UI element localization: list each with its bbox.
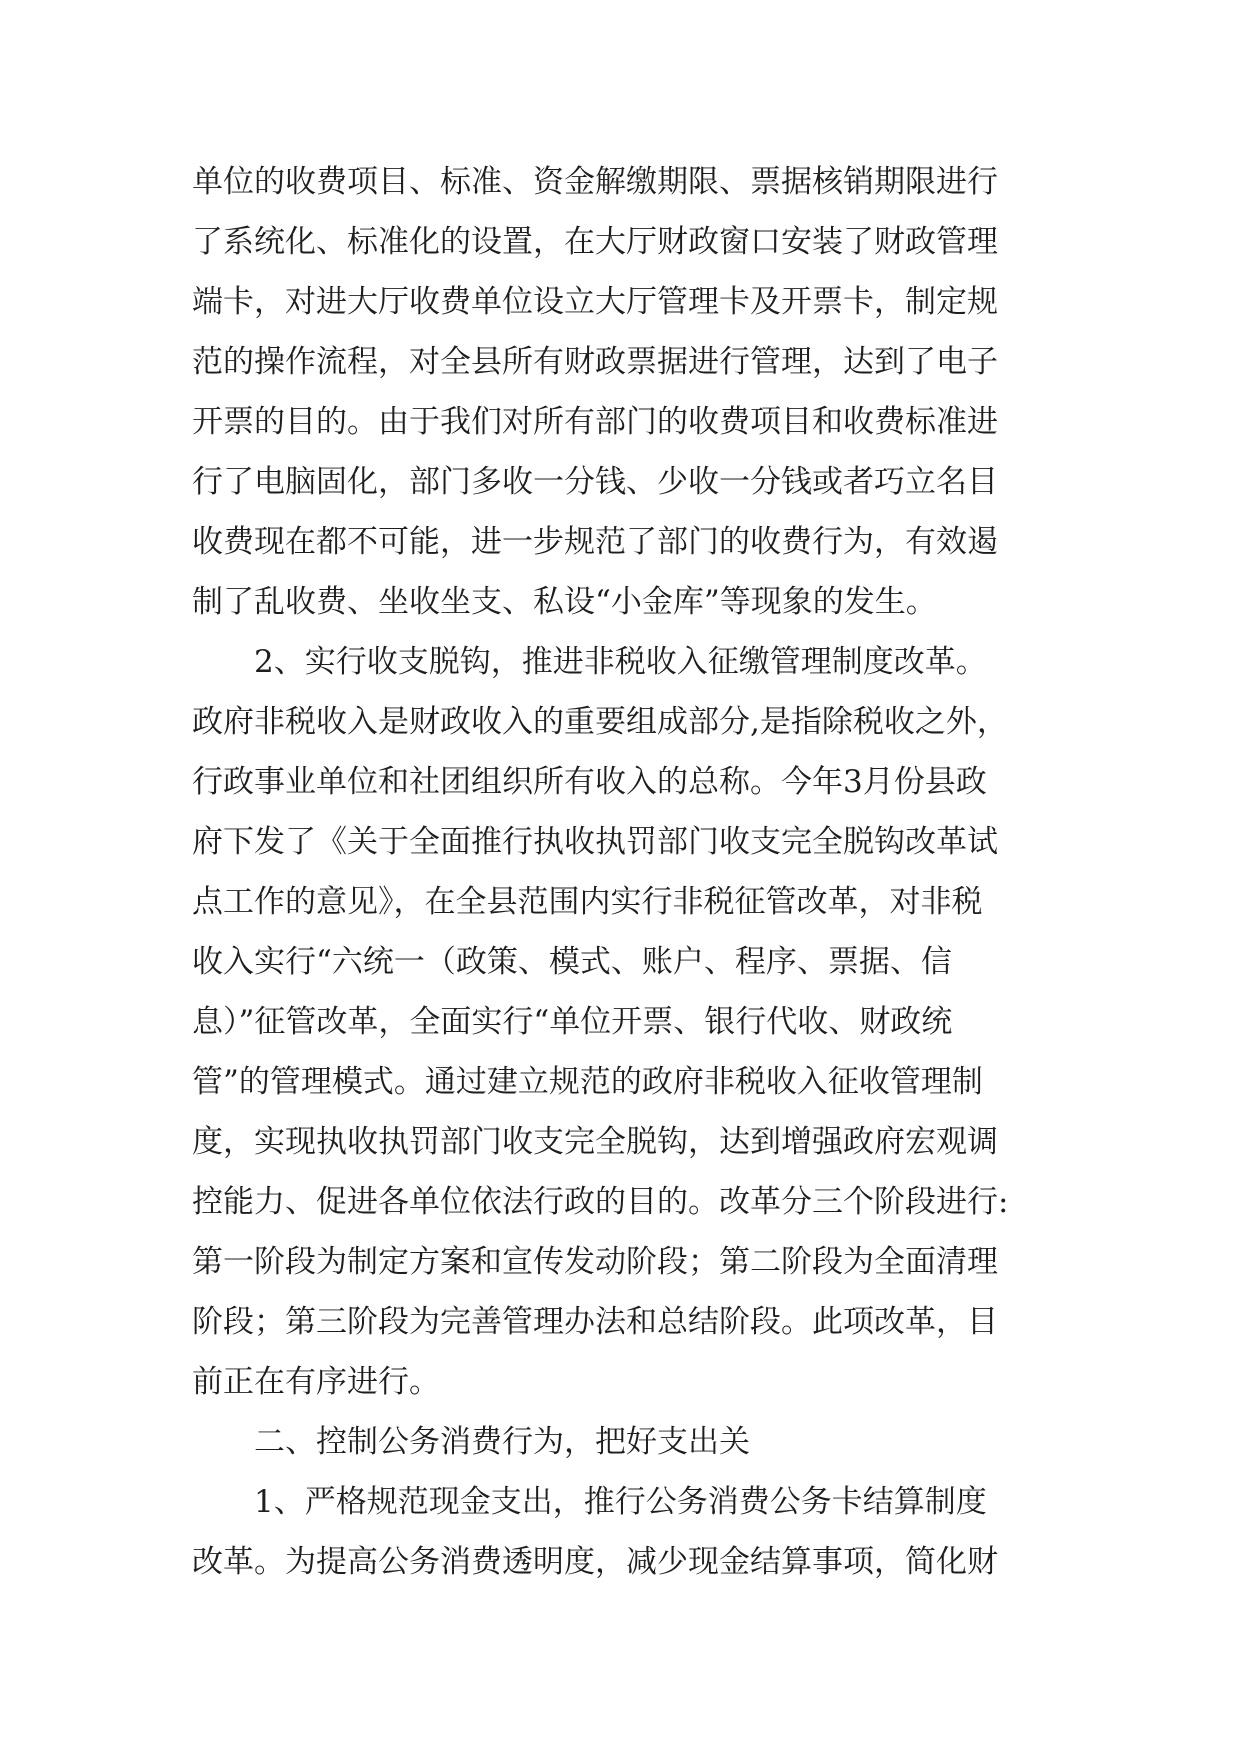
text-line: 控能力、促进各单位依法行政的目的。改革分三个阶段进行: [192, 1184, 1009, 1220]
text-line: 收入实行“六统一（政策、模式、账户、程序、票据、信 [192, 944, 952, 980]
text-line: 息）”征管改革，全面实行“单位开票、银行代收、财政统 [192, 1004, 953, 1040]
text-line: 点工作的意见》，在全县范围内实行非税征管改革，对非税 [192, 884, 983, 920]
text-line: 府下发了《关于全面推行执收执罚部门收支完全脱钩改革试 [192, 824, 998, 860]
body-text [192, 162, 1052, 1602]
text-line: 行了电脑固化，部门多收一分钱、少收一分钱或者巧立名目 [192, 464, 998, 500]
text-line: 二、控制公务消费行为，把好支出关 [254, 1424, 750, 1460]
text-line: 阶段；第三阶段为完善管理办法和总结阶段。此项改革，目 [192, 1304, 998, 1340]
text-line: 范的操作流程，对全县所有财政票据进行管理，达到了电子 [192, 344, 998, 380]
text-line: 2、实行收支脱钩，推进非税收入征缴管理制度改革。 [254, 644, 987, 680]
text-line: 了系统化、标准化的设置，在大厅财政窗口安装了财政管理 [192, 224, 998, 260]
text-line: 政府非税收入是财政收入的重要组成部分,是指除税收之外， [192, 704, 1008, 740]
text-line: 收费现在都不可能，进一步规范了部门的收费行为，有效遏 [192, 524, 998, 560]
text-line: 管”的管理模式。通过建立规范的政府非税收入征收管理制 [192, 1064, 983, 1100]
text-line: 单位的收费项目、标准、资金解缴期限、票据核销期限进行 [192, 164, 998, 200]
text-line: 改革。为提高公务消费透明度，减少现金结算事项，简化财 [192, 1544, 998, 1580]
text-line: 1、严格规范现金支出，推行公务消费公务卡结算制度 [254, 1484, 987, 1520]
text-line: 前正在有序进行。 [192, 1364, 440, 1400]
text-line: 度，实现执收执罚部门收支完全脱钩，达到增强政府宏观调 [192, 1124, 998, 1160]
text-line: 开票的目的。由于我们对所有部门的收费项目和收费标准进 [192, 404, 998, 440]
text-line: 行政事业单位和社团组织所有收入的总称。今年3月份县政 [192, 764, 987, 800]
text-line: 制了乱收费、坐收坐支、私设“小金库”等现象的发生。 [192, 584, 937, 620]
text-line: 第一阶段为制定方案和宣传发动阶段；第二阶段为全面清理 [192, 1244, 998, 1280]
text-line: 端卡，对进大厅收费单位设立大厅管理卡及开票卡，制定规 [192, 284, 998, 320]
